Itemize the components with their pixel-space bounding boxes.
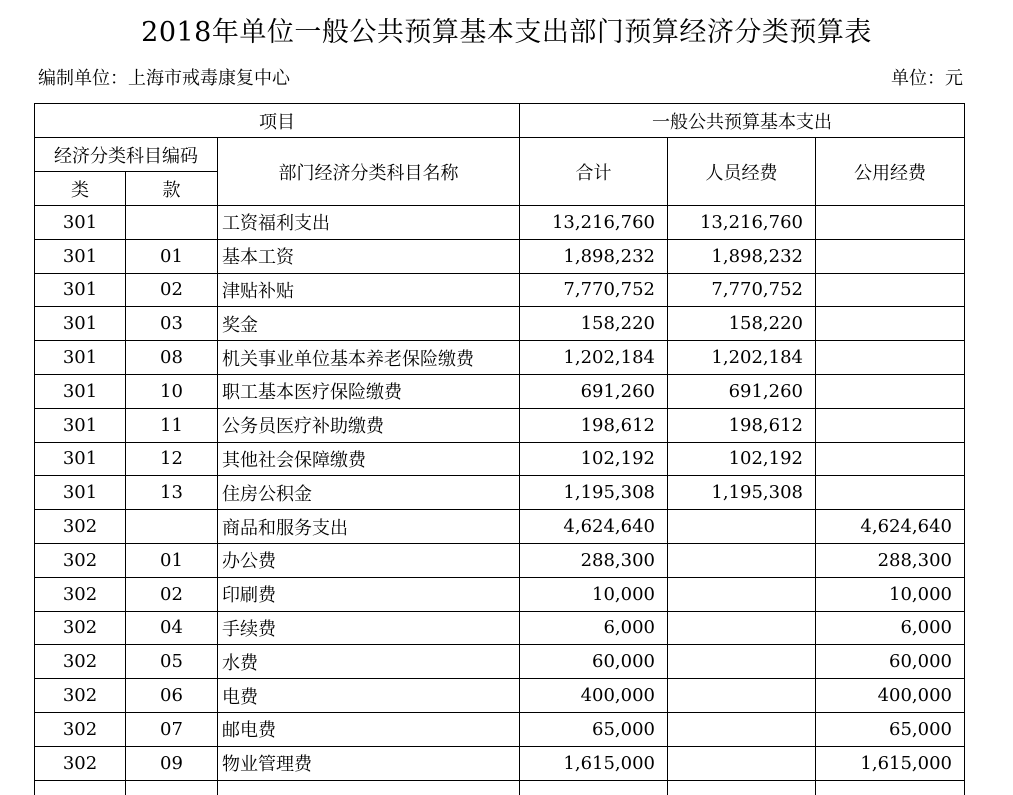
- category-name: 基本工资: [218, 239, 520, 273]
- kuan-code: 03: [126, 307, 218, 341]
- total-value: 1,195,308: [520, 476, 668, 510]
- kuan-code: 09: [126, 746, 218, 780]
- personnel-value: 198,612: [668, 408, 816, 442]
- table-row: [35, 273, 965, 307]
- table-row: [35, 239, 965, 273]
- public-value: 400,000: [816, 679, 965, 713]
- total-value: 6,000: [520, 611, 668, 645]
- category-name: 工资福利支出: [218, 206, 520, 240]
- table-row: [35, 611, 965, 645]
- personnel-value: [668, 645, 816, 679]
- empty-cell: [126, 780, 218, 795]
- header-row-2: [35, 138, 965, 172]
- empty-cell: [218, 780, 520, 795]
- personnel-header: 人员经费: [668, 138, 816, 206]
- empty-cell: [668, 780, 816, 795]
- lei-code: 301: [35, 442, 126, 476]
- public-value: 4,624,640: [816, 510, 965, 544]
- public-value: [816, 206, 965, 240]
- total-value: 1,202,184: [520, 341, 668, 375]
- total-value: 65,000: [520, 712, 668, 746]
- kuan-code: 07: [126, 712, 218, 746]
- category-name: 其他社会保障缴费: [218, 442, 520, 476]
- total-value: 102,192: [520, 442, 668, 476]
- lei-code: 302: [35, 510, 126, 544]
- lei-code: 301: [35, 206, 126, 240]
- kuan-code: 05: [126, 645, 218, 679]
- table-row: [35, 307, 965, 341]
- lei-code: 301: [35, 408, 126, 442]
- public-value: [816, 273, 965, 307]
- table-row: [35, 712, 965, 746]
- public-value: [816, 341, 965, 375]
- lei-code: 302: [35, 712, 126, 746]
- lei-code: 302: [35, 746, 126, 780]
- kuan-code: [126, 206, 218, 240]
- table-row: [35, 510, 965, 544]
- kuan-code: 06: [126, 679, 218, 713]
- empty-cell: [35, 780, 126, 795]
- table-row: [35, 577, 965, 611]
- total-value: 691,260: [520, 374, 668, 408]
- lei-code: 302: [35, 543, 126, 577]
- kuan-code: 08: [126, 341, 218, 375]
- personnel-value: 102,192: [668, 442, 816, 476]
- table-row: [35, 206, 965, 240]
- kuan-code: 10: [126, 374, 218, 408]
- public-header: 公用经费: [816, 138, 965, 206]
- category-name: 公务员医疗补助缴费: [218, 408, 520, 442]
- kuan-code: 12: [126, 442, 218, 476]
- table-row: [35, 746, 965, 780]
- empty-cell: [816, 780, 965, 795]
- personnel-value: 1,195,308: [668, 476, 816, 510]
- kuan-code: 02: [126, 273, 218, 307]
- lei-code: 301: [35, 307, 126, 341]
- personnel-value: [668, 679, 816, 713]
- lei-code: 301: [35, 374, 126, 408]
- budget-table: [34, 103, 965, 795]
- lei-header: 类: [35, 172, 126, 206]
- personnel-value: [668, 712, 816, 746]
- personnel-value: [668, 611, 816, 645]
- total-value: 198,612: [520, 408, 668, 442]
- kuan-code: 01: [126, 239, 218, 273]
- table-row: [35, 442, 965, 476]
- public-value: [816, 408, 965, 442]
- kuan-header: 款: [126, 172, 218, 206]
- personnel-value: [668, 577, 816, 611]
- table-row: [35, 679, 965, 713]
- total-value: 10,000: [520, 577, 668, 611]
- category-name: 办公费: [218, 543, 520, 577]
- org-label: 编制单位：上海市戒毒康复中心: [38, 68, 290, 89]
- public-value: 288,300: [816, 543, 965, 577]
- personnel-value: 7,770,752: [668, 273, 816, 307]
- personnel-value: 13,216,760: [668, 206, 816, 240]
- kuan-code: 11: [126, 408, 218, 442]
- table-row: [35, 374, 965, 408]
- category-name: 物业管理费: [218, 746, 520, 780]
- personnel-value: [668, 746, 816, 780]
- public-value: [816, 476, 965, 510]
- kuan-code: [126, 510, 218, 544]
- total-value: 4,624,640: [520, 510, 668, 544]
- personnel-value: 691,260: [668, 374, 816, 408]
- item-header: 项目: [35, 104, 520, 138]
- lei-code: 302: [35, 611, 126, 645]
- category-name: 电费: [218, 679, 520, 713]
- personnel-value: 1,202,184: [668, 341, 816, 375]
- public-value: 10,000: [816, 577, 965, 611]
- name-header: 部门经济分类科目名称: [218, 138, 520, 206]
- category-name: 邮电费: [218, 712, 520, 746]
- header-row-1: [35, 104, 965, 138]
- personnel-value: [668, 543, 816, 577]
- public-value: 65,000: [816, 712, 965, 746]
- total-value: 13,216,760: [520, 206, 668, 240]
- total-value: 1,898,232: [520, 239, 668, 273]
- category-name: 住房公积金: [218, 476, 520, 510]
- total-value: 158,220: [520, 307, 668, 341]
- category-name: 津贴补贴: [218, 273, 520, 307]
- total-value: 288,300: [520, 543, 668, 577]
- total-header: 合计: [520, 138, 668, 206]
- table-row: [35, 341, 965, 375]
- category-name: 手续费: [218, 611, 520, 645]
- empty-cell: [520, 780, 668, 795]
- total-value: 400,000: [520, 679, 668, 713]
- table-row: [35, 645, 965, 679]
- public-value: 60,000: [816, 645, 965, 679]
- public-value: 1,615,000: [816, 746, 965, 780]
- total-value: 7,770,752: [520, 273, 668, 307]
- total-value: 1,615,000: [520, 746, 668, 780]
- category-name: 机关事业单位基本养老保险缴费: [218, 341, 520, 375]
- lei-code: 302: [35, 577, 126, 611]
- page-title: 2018年单位一般公共预算基本支出部门预算经济分类预算表: [141, 17, 872, 48]
- personnel-value: 1,898,232: [668, 239, 816, 273]
- lei-code: 302: [35, 645, 126, 679]
- lei-code: 301: [35, 239, 126, 273]
- public-value: [816, 239, 965, 273]
- category-name: 职工基本医疗保险缴费: [218, 374, 520, 408]
- public-value: [816, 374, 965, 408]
- lei-code: 301: [35, 476, 126, 510]
- kuan-code: 13: [126, 476, 218, 510]
- lei-code: 301: [35, 273, 126, 307]
- lei-code: 301: [35, 341, 126, 375]
- table-row: [35, 476, 965, 510]
- category-name: 印刷费: [218, 577, 520, 611]
- code-group-header: 经济分类科目编码: [35, 138, 218, 172]
- category-name: 商品和服务支出: [218, 510, 520, 544]
- unit-label: 单位：元: [891, 68, 963, 89]
- category-name: 水费: [218, 645, 520, 679]
- lei-code: 302: [35, 679, 126, 713]
- public-value: 6,000: [816, 611, 965, 645]
- total-value: 60,000: [520, 645, 668, 679]
- general-budget-header: 一般公共预算基本支出: [520, 104, 965, 138]
- public-value: [816, 442, 965, 476]
- kuan-code: 01: [126, 543, 218, 577]
- table-row: [35, 543, 965, 577]
- category-name: 奖金: [218, 307, 520, 341]
- public-value: [816, 307, 965, 341]
- table-row-cut-off: [35, 780, 965, 795]
- table-row: [35, 408, 965, 442]
- personnel-value: [668, 510, 816, 544]
- kuan-code: 02: [126, 577, 218, 611]
- personnel-value: 158,220: [668, 307, 816, 341]
- kuan-code: 04: [126, 611, 218, 645]
